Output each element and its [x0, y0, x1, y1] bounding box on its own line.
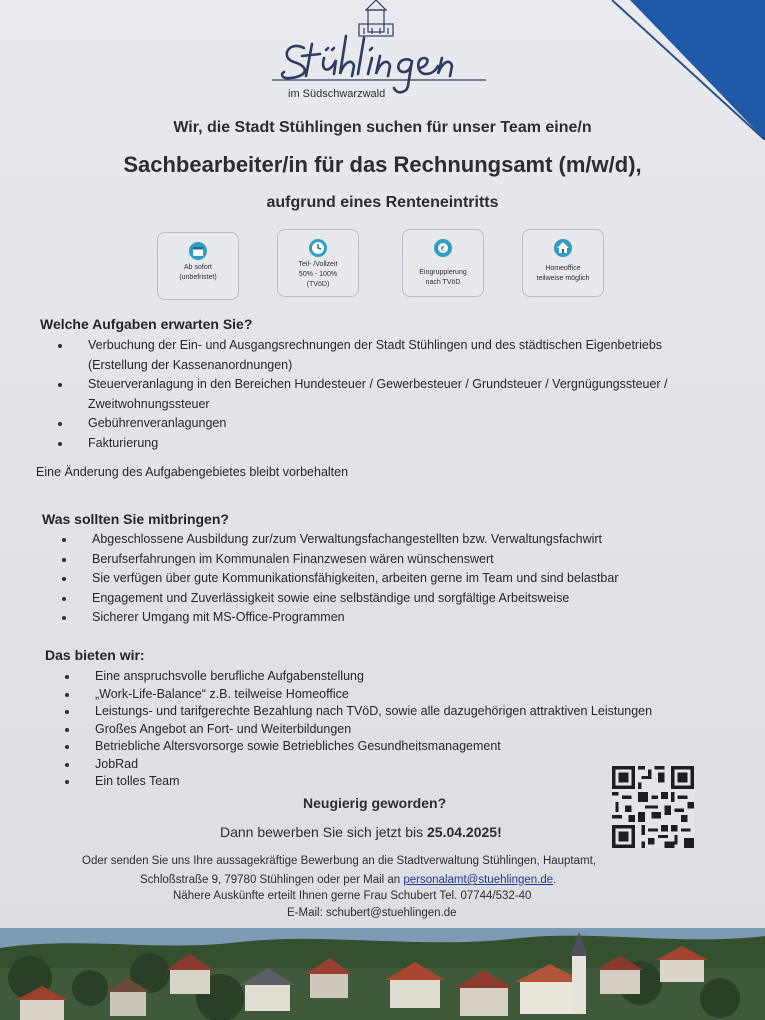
- list-item: Eine anspruchsvolle berufliche Aufgabenstellung: [95, 668, 735, 686]
- badge-worktime-line2: 50% - 100%: [298, 271, 338, 278]
- tasks-list: [88, 336, 748, 453]
- list-item: Abgeschlossene Ausbildung zur/zum Verwaltungsfachangestellten bzw. Verwaltungsfachwirt: [92, 530, 742, 550]
- position-title: Sachbearbeiter/in für das Rechnungsamt (m/w/d),: [123, 152, 642, 177]
- list-item: Gebührenveranlagungen: [88, 414, 748, 434]
- contact-email: E-Mail: schubert@stuehlingen.de: [287, 907, 457, 919]
- tasks-title: Welche Aufgaben erwarten Sie?: [40, 316, 253, 332]
- badge-salary-line2: nach TVöD: [425, 279, 461, 286]
- svg-text:€: €: [440, 245, 446, 253]
- contact-line1: Oder senden Sie uns Ihre aussagekräftige Bewerbung an die Stadtverwaltung Stühlingen, Hauptamt,: [82, 855, 596, 867]
- list-item: Sicherer Umgang mit MS-Office-Programmen: [92, 608, 742, 628]
- contact-line3: Nähere Auskünfte erteilt Ihnen gerne Frau Schubert Tel. 07744/532-40: [173, 890, 532, 902]
- requirements-title: Was sollten Sie mitbringen?: [42, 511, 229, 527]
- list-item: Steuerveranlagung in den Bereichen Hundesteuer / Gewerbesteuer / Grundsteuer / Vergnügungssteuer /: [88, 375, 748, 395]
- list-item: JobRad: [95, 756, 735, 774]
- reason-heading: aufgrund eines Renteneintritts: [266, 194, 499, 211]
- cta-deadline: 25.04.2025!: [427, 824, 502, 840]
- list-item: Sie verfügen über gute Kommunikationsfähigkeiten, arbeiten gerne im Team und sind belastbar: [92, 569, 742, 589]
- cta-question: Neugierig geworden?: [303, 795, 447, 811]
- badge-start-line1: Ab sofort: [183, 264, 212, 271]
- list-item: Ein tolles Team: [95, 773, 735, 791]
- badge-worktime-line1: Teil- /Vollzeit: [298, 261, 338, 268]
- contact-suffix: .: [553, 874, 557, 886]
- list-item-continuation: (Erstellung der Kassenanordnungen): [88, 357, 293, 372]
- list-item: Leistungs- und tarifgerechte Bezahlung nach TVöD, sowie alle dazugehörigen attraktiven Leistungen: [95, 703, 735, 721]
- tasks-note: Eine Änderung des Aufgabengebietes bleibt vorbehalten: [36, 465, 349, 479]
- badge-worktime: [277, 229, 359, 297]
- list-item: „Work-Life-Balance“ z.B. teilweise Homeoffice: [95, 686, 735, 704]
- calendar-icon: [188, 241, 208, 261]
- contact-address: Schloßstraße 9, 79780 Stühlingen oder per Mail an: [140, 874, 404, 886]
- apply-email-link[interactable]: personalamt@stuehlingen.de: [403, 874, 554, 886]
- home-icon: [553, 238, 573, 258]
- list-item: Berufserfahrungen im Kommunalen Finanzwesen wären wünschenswert: [92, 550, 742, 570]
- cta-apply-text: Dann bewerben Sie sich jetzt bis: [220, 824, 427, 840]
- badge-start-line2: (unbefristet): [179, 274, 217, 281]
- list-item: Betriebliche Altersvorsorge sowie Betriebliches Gesundheitsmanagement: [95, 738, 735, 756]
- requirements-list: [92, 530, 742, 628]
- badge-worktime-line3: (TVöD): [306, 281, 330, 288]
- offers-title: Das bieten wir:: [45, 647, 145, 663]
- badge-start: [157, 232, 239, 300]
- qr-code[interactable]: [612, 766, 694, 848]
- cta-apply: [220, 824, 502, 840]
- euro-icon: [433, 238, 453, 258]
- badge-homeoffice-line2: teilweise möglich: [536, 275, 590, 282]
- list-item-continuation: Zweitwohnungssteuer: [88, 396, 210, 411]
- badge-homeoffice: [522, 229, 604, 297]
- badge-homeoffice-line1: Homeoffice: [545, 265, 581, 272]
- list-item: Fakturierung: [88, 434, 748, 454]
- clock-icon: [308, 238, 328, 258]
- town-photo: [0, 928, 765, 1020]
- intro-heading: Wir, die Stadt Stühlingen suchen für unser Team eine/n: [173, 119, 592, 136]
- badge-salary-line1: Eingruppierung: [419, 269, 467, 276]
- logo-subtitle: im Südschwarzwald: [288, 88, 386, 100]
- list-item: Engagement und Zuverlässigkeit sowie eine selbständige und sorgfältige Arbeitsweise: [92, 589, 742, 609]
- list-item: Verbuchung der Ein- und Ausgangsrechnungen der Stadt Stühlingen und des städtischen Eigenbetriebs: [88, 336, 748, 356]
- list-item: Großes Angebot an Fort- und Weiterbildungen: [95, 721, 735, 739]
- contact-line2: [140, 874, 556, 886]
- badge-salary: [402, 229, 484, 297]
